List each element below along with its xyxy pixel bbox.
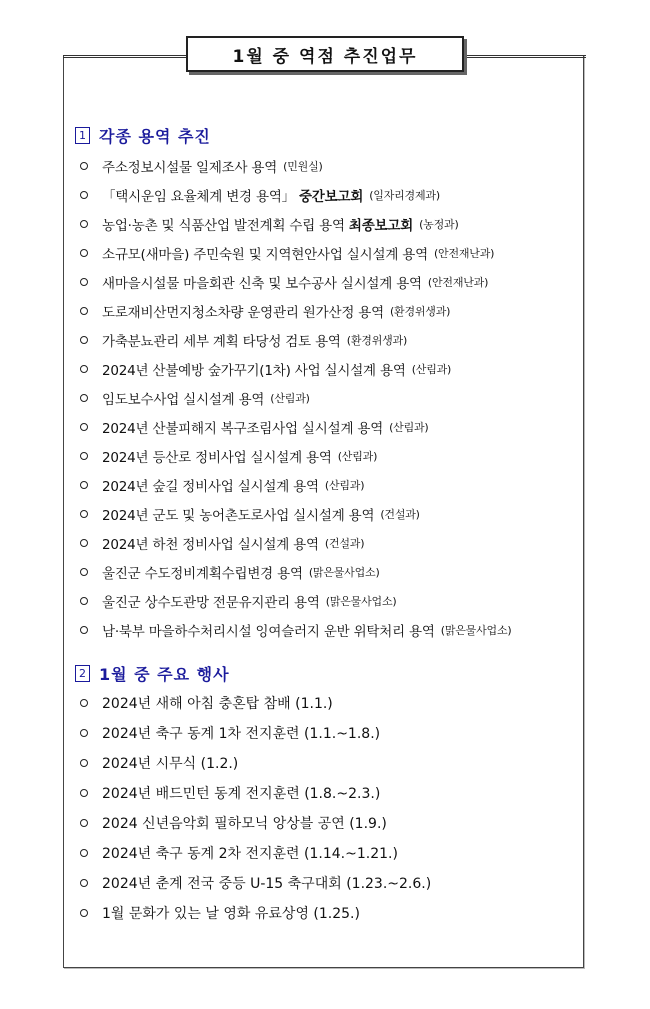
circle-bullet-icon xyxy=(80,423,88,431)
list-item xyxy=(80,383,511,412)
service-list xyxy=(80,151,511,644)
list-item xyxy=(80,296,511,325)
item-text: 울진군 상수도관망 전문유지관리 용역 xyxy=(102,594,320,611)
list-item xyxy=(80,412,511,441)
event-text: 2024 신년음악회 필하모닉 앙상블 공연 (1.9.) xyxy=(102,816,387,832)
circle-bullet-icon xyxy=(80,759,88,767)
item-department: (산림과) xyxy=(324,478,365,492)
item-highlight: 최종보고회 xyxy=(348,217,414,234)
list-item xyxy=(80,354,511,383)
item-text: 소규모(새마을) 주민숙원 및 지역현안사업 실시설계 용역 xyxy=(102,246,428,263)
item-department: (안전재난과) xyxy=(427,275,489,289)
item-text: 도로재비산먼지청소차량 운영관리 원가산정 용역 xyxy=(102,304,384,321)
section-2-number: 2 xyxy=(75,665,90,682)
item-department: (일자리경제과) xyxy=(369,188,440,202)
circle-bullet-icon xyxy=(80,365,88,373)
item-highlight: 중간보고회 xyxy=(298,188,364,205)
item-department: (농정과) xyxy=(419,217,459,231)
list-item xyxy=(80,838,431,868)
circle-bullet-icon xyxy=(80,568,88,576)
list-item xyxy=(80,688,431,718)
event-text: 2024년 새해 아침 충혼탑 참배 (1.1.) xyxy=(102,696,333,712)
event-text: 2024년 춘계 전국 중등 U-15 축구대회 (1.23.~2.6.) xyxy=(102,876,432,892)
event-text: 1월 문화가 있는 날 영화 유료상영 (1.25.) xyxy=(102,906,360,922)
circle-bullet-icon xyxy=(80,220,88,228)
circle-bullet-icon xyxy=(80,510,88,518)
item-text: 울진군 수도정비계획수립변경 용역 xyxy=(102,565,303,582)
circle-bullet-icon xyxy=(80,626,88,634)
event-text: 2024년 시무식 (1.2.) xyxy=(102,756,239,772)
list-item xyxy=(80,898,431,928)
list-item xyxy=(80,441,511,470)
circle-bullet-icon xyxy=(80,819,88,827)
item-department: (건설과) xyxy=(380,507,420,521)
item-department: (산림과) xyxy=(337,449,378,463)
item-department: (맑은물사업소) xyxy=(440,623,512,637)
circle-bullet-icon xyxy=(80,249,88,257)
item-department: (산림과) xyxy=(411,362,452,376)
list-item xyxy=(80,808,431,838)
item-text: 가축분뇨관리 세부 계획 타당성 검토 용역 xyxy=(102,333,341,350)
event-text: 2024년 배드민턴 동계 전지훈련 (1.8.~2.3.) xyxy=(102,786,381,802)
section-1-heading xyxy=(75,124,211,147)
item-text: 2024년 군도 및 농어촌도로사업 실시설계 용역 xyxy=(102,507,375,524)
section-2-title: 1월 중 주요 행사 xyxy=(99,665,230,684)
list-item xyxy=(80,325,511,354)
item-text: 2024년 산불피해지 복구조림사업 실시설계 용역 xyxy=(102,420,384,437)
event-text: 2024년 축구 동계 1차 전지훈련 (1.1.~1.8.) xyxy=(102,726,381,742)
item-text: 2024년 등산로 정비사업 실시설계 용역 xyxy=(102,449,332,466)
item-department: (맑은물사업소) xyxy=(308,565,380,579)
list-item xyxy=(80,868,431,898)
item-text: 주소정보시설물 일제조사 용역 xyxy=(102,159,278,176)
circle-bullet-icon xyxy=(80,729,88,737)
item-text: 2024년 산불예방 숲가꾸기(1차) 사업 실시설계 용역 xyxy=(102,362,406,379)
item-department: (안전재난과) xyxy=(433,246,495,260)
circle-bullet-icon xyxy=(80,909,88,917)
item-department: (산림과) xyxy=(389,420,429,434)
list-item xyxy=(80,238,511,267)
list-item xyxy=(80,718,431,748)
circle-bullet-icon xyxy=(80,849,88,857)
circle-bullet-icon xyxy=(80,699,88,707)
item-text: 「택시운임 요율체계 변경 용역」 xyxy=(102,188,295,205)
list-item xyxy=(80,778,431,808)
section-1-number: 1 xyxy=(75,127,90,144)
section-1-title: 각종 용역 추진 xyxy=(99,127,211,146)
list-item xyxy=(80,615,511,644)
item-text: 임도보수사업 실시설계 용역 xyxy=(102,391,265,408)
circle-bullet-icon xyxy=(80,394,88,402)
circle-bullet-icon xyxy=(80,191,88,199)
event-list xyxy=(80,688,431,928)
circle-bullet-icon xyxy=(80,307,88,315)
circle-bullet-icon xyxy=(80,278,88,286)
circle-bullet-icon xyxy=(80,539,88,547)
list-item xyxy=(80,748,431,778)
item-department: (환경위생과) xyxy=(346,333,408,347)
item-text: 2024년 하천 정비사업 실시설계 용역 xyxy=(102,536,319,553)
item-text: 농업·농촌 및 식품산업 발전계획 수립 용역 xyxy=(102,217,345,234)
list-item xyxy=(80,528,511,557)
event-text: 2024년 축구 동계 2차 전지훈련 (1.14.~1.21.) xyxy=(102,846,398,862)
page-title: 1월 중 역점 추진업무 xyxy=(186,36,464,72)
circle-bullet-icon xyxy=(80,336,88,344)
item-department: (민원실) xyxy=(283,159,323,173)
circle-bullet-icon xyxy=(80,789,88,797)
list-item xyxy=(80,586,511,615)
list-item xyxy=(80,499,511,528)
item-department: (맑은물사업소) xyxy=(325,594,397,608)
list-item xyxy=(80,267,511,296)
list-item xyxy=(80,180,511,209)
item-text: 2024년 숲길 정비사업 실시설계 용역 xyxy=(102,478,319,495)
circle-bullet-icon xyxy=(80,162,88,170)
circle-bullet-icon xyxy=(80,452,88,460)
circle-bullet-icon xyxy=(80,481,88,489)
item-department: (건설과) xyxy=(324,536,365,550)
list-item xyxy=(80,151,511,180)
list-item xyxy=(80,470,511,499)
list-item xyxy=(80,557,511,586)
section-2-heading xyxy=(75,662,230,685)
item-text: 새마을시설물 마을회관 신축 및 보수공사 실시설계 용역 xyxy=(102,275,422,292)
item-department: (환경위생과) xyxy=(389,304,451,318)
circle-bullet-icon xyxy=(80,597,88,605)
circle-bullet-icon xyxy=(80,879,88,887)
item-text: 남·북부 마을하수처리시설 잉여슬러지 운반 위탁처리 용역 xyxy=(102,623,435,640)
item-department: (산림과) xyxy=(270,391,310,405)
list-item xyxy=(80,209,511,238)
